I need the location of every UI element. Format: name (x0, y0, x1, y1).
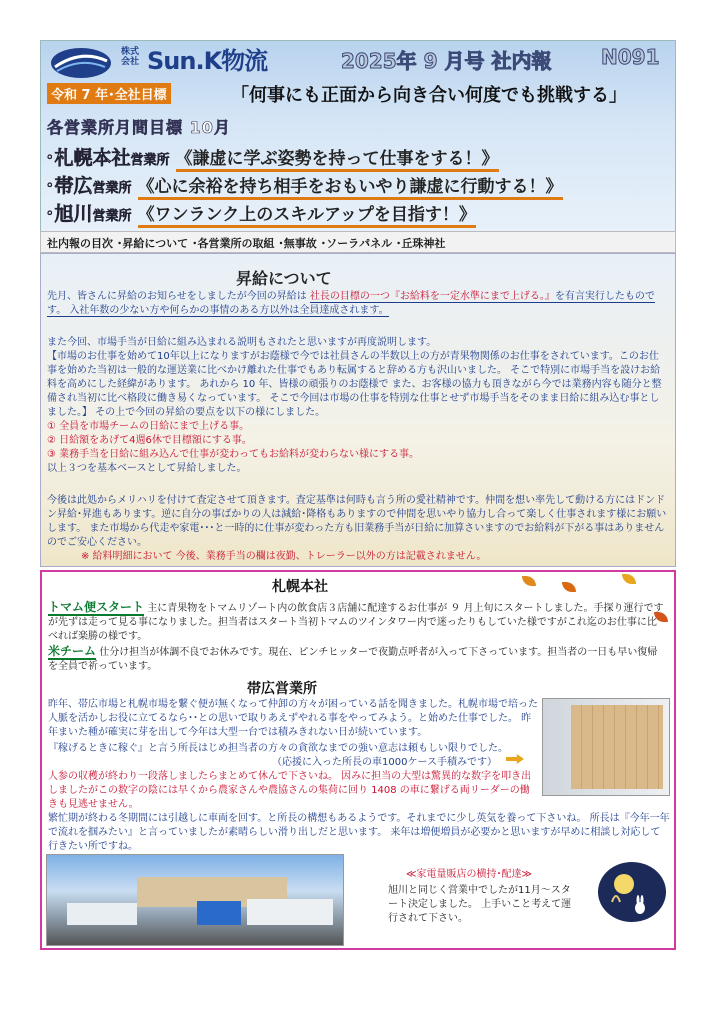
obihiro-text-1: 昨年、帯広市場と札幌市場を繋ぐ便が無くなって仲卸の方々が困っている話を聞きました。札幌市場で培った人脈を活かしお役に立てるなら･･との思いで取りあえずやれる事をやってみよう。と始めた仕事でした。 昨年まいた種が確実に芽を出して今年は大型一台では積みきれない日が続いています。 (48, 699, 538, 738)
sapporo-rice (48, 644, 664, 674)
asahikawa-report (388, 868, 576, 926)
raise-point-2: ② 日給額をあげて4週6休で目標額にする事。 (47, 435, 252, 446)
asahikawa-title: ≪家電量販店の横持･配達≫ (406, 869, 532, 880)
yearly-goal: 「何事にも正面から向き合い何度でも挑戦する」 (231, 85, 627, 106)
raise-para-2: また今回、市場手当が日給に組み込まれる説明もされたと思いますが再度説明します。 (47, 337, 437, 348)
raise-point-3: ③ 業務手当を日給に組み込んで仕事が変わってもお給料が変わらない様にする事。 (47, 449, 420, 460)
moon-rabbit-icon (598, 862, 666, 922)
office-name: ･旭川 (45, 203, 93, 225)
raise-note: ※ 給料明細において 今後、業務手当の欄は夜勤、トレーラー以外の方は記載されません。 (81, 551, 487, 562)
autumn-leaf-icon (562, 582, 576, 592)
toc-bar (40, 231, 676, 253)
office-name: ･札幌本社 (45, 147, 131, 169)
company-logo (49, 45, 113, 81)
cargo-boxes (571, 705, 663, 789)
table-of-contents: 社内報の目次 ･昇給について ･各営業所の取組 ･無事故 ･ソーラパネル ･丘珠神社 (47, 237, 446, 250)
office-name: ･帯広 (45, 175, 93, 197)
raise-para-4: 以上３つを基本ベースとして昇給しました。 (47, 463, 247, 474)
office-goal-sapporo (45, 143, 499, 170)
office-suffix: 営業所 (92, 181, 132, 196)
office-reports (40, 570, 676, 950)
raise-intro-a: 先月、皆さんに昇給のお知らせをしましたが今回の昇給は (47, 291, 310, 302)
obihiro-text-3: 人参の収穫が終わり一段落しましたらまとめて休んで下さいね。 因みに担当の大型は驚異的な数字を叩き出しましたがこの数字の陰には早くから農家さんや農協さんの集荷に回り 1408 の車に繋げる両リーダーの働きも見逃せません。 (48, 771, 532, 810)
truck-cargo-photo (542, 698, 670, 796)
office-goal-asahikawa (45, 199, 476, 226)
depot-photo (46, 854, 344, 946)
office-goal-obihiro (45, 171, 563, 198)
office-goal-text: 《心に余裕を持ち相手をおもいやり謙虚に行動する！》 (138, 177, 563, 200)
office-suffix: 営業所 (92, 209, 132, 224)
truck (67, 903, 137, 925)
company-name: Sun.K物流 (147, 47, 268, 75)
rice-text: 仕分け担当が体調不良でお休みです。現在、ピンチヒッターで夜勤点呼者が入って下さっています。担当者の一日も早い復帰を全員で祈っています。 (48, 647, 658, 672)
monthly-goal-label: 各営業所月間目標 10月 (47, 118, 231, 137)
photo-caption: （応援に入った所長の車1000ケース手積みです） (272, 757, 497, 768)
raise-intro-c: を有言実行したものです。 入社年数の少ない方や何らかの事情のある方以外は全員達成されます。 (47, 291, 655, 316)
raise-para-3: 【市場のお仕事を始めて10年以上になりますがお蔭様で今では社員さんの半数以上の方が青果物関係のお仕事をされています。このお仕事を始めた当初は一般的な運送業に比べかけ離れた仕事でもあり転属すると辞める方も沢山いました。 そこで特別に市場手当を設けお給料を高めにした経緯があります。 あれから 10 年、皆様の頑張りのお蔭様で また、お客様の協力も頂きながら今では業務内容も随分と整備され当初に比べ格段に働き易くなっています。 そこで今回は市場の仕事を特別な仕事とせず市場手当をそのまま日給に組み込む事としました。】 その上で今回の昇給の要点を以下の様にしました。 (47, 351, 662, 418)
header-banner (40, 40, 676, 232)
yearly-goal-tag: 令和 7 年･全社目標 (47, 83, 171, 104)
issue-label: 2025年 9 月号 社内報 (341, 49, 552, 73)
company-prefix: 株式 会社 (121, 47, 140, 67)
obihiro-text-2: 『稼げるときに稼ぐ』と言う所長はじめ担当者の方々の貪欲なまでの強い意志は頼もしい限りでした。 (48, 743, 508, 754)
autumn-leaf-icon (622, 574, 636, 584)
raise-intro-b: 社長の目標の一つ『お給料を一定水準にまで上げる。』 (309, 291, 555, 302)
rice-label: 米チーム (48, 644, 97, 658)
raise-intro (47, 290, 667, 318)
sapporo-tomamu (48, 600, 664, 644)
truck (197, 901, 241, 925)
asahikawa-text: 旭川と同じく営業中でしたが11月～スタート決定しました。 上手いこと考えて運行されて下さい。 (388, 885, 572, 924)
raise-section (40, 253, 676, 567)
raise-para-5: 今後は此処からメリハリを付けて査定させて頂きます。査定基準は何時も言う所の愛社精神です。仲間を想い率先して動ける方にはドンドン昇給･昇進もあります。逆に自分の事ばかりの人は減給･降格もありますので仲間を思いやり協力し合って楽しく仕事されます様にお願いします。 また市場から代走や家電･･･と一時的に仕事が変わった方も旧業務手当が日給に加算さいますのでお給料が下がる事はありませんのでご安心ください。 (47, 495, 667, 548)
truck (247, 899, 333, 925)
office-suffix: 営業所 (130, 153, 170, 168)
autumn-leaf-icon (522, 576, 536, 586)
obihiro-text-4: 繁忙期が終わる冬期間には引越しに車両を回す。と所長の構想もあるようです。それまでに少し英気を養って下さいね。 所長は『今年一年で流れを掴みたい』と言っていましたが素晴らしい滑り出しだと思います。 来年は増便増員が必要かと思いますが早めに相談し対応して行きたい所ですね。 (48, 813, 670, 852)
office-goal-text: 《ワンランク上のスキルアップを目指す！》 (138, 205, 476, 228)
raise-point-1: ① 全員を市場チームの日給にまで上げる事。 (47, 421, 250, 432)
sapporo-title: 札幌本社 (272, 579, 328, 595)
tomamu-label: トマム便スタート (48, 600, 145, 614)
raise-title: 昇給について (236, 269, 332, 288)
office-goal-text: 《謙虚に学ぶ姿勢を持って仕事をする！》 (176, 149, 499, 172)
issue-number: N091 (601, 45, 660, 69)
tomamu-text: 主に青果物をトマムリゾート内の飲食店３店舗に配達するお仕事が ９ 月上旬にスタートしました。手探り運行ですが先ずは走って見る事になりました。担当者はスタート当初トマムのツインタワー内で迷ったりもしていた様ですがこれ迄のお仕事に比べれば楽勝の様です。 (48, 603, 664, 642)
obihiro-title: 帯広営業所 (247, 681, 317, 697)
